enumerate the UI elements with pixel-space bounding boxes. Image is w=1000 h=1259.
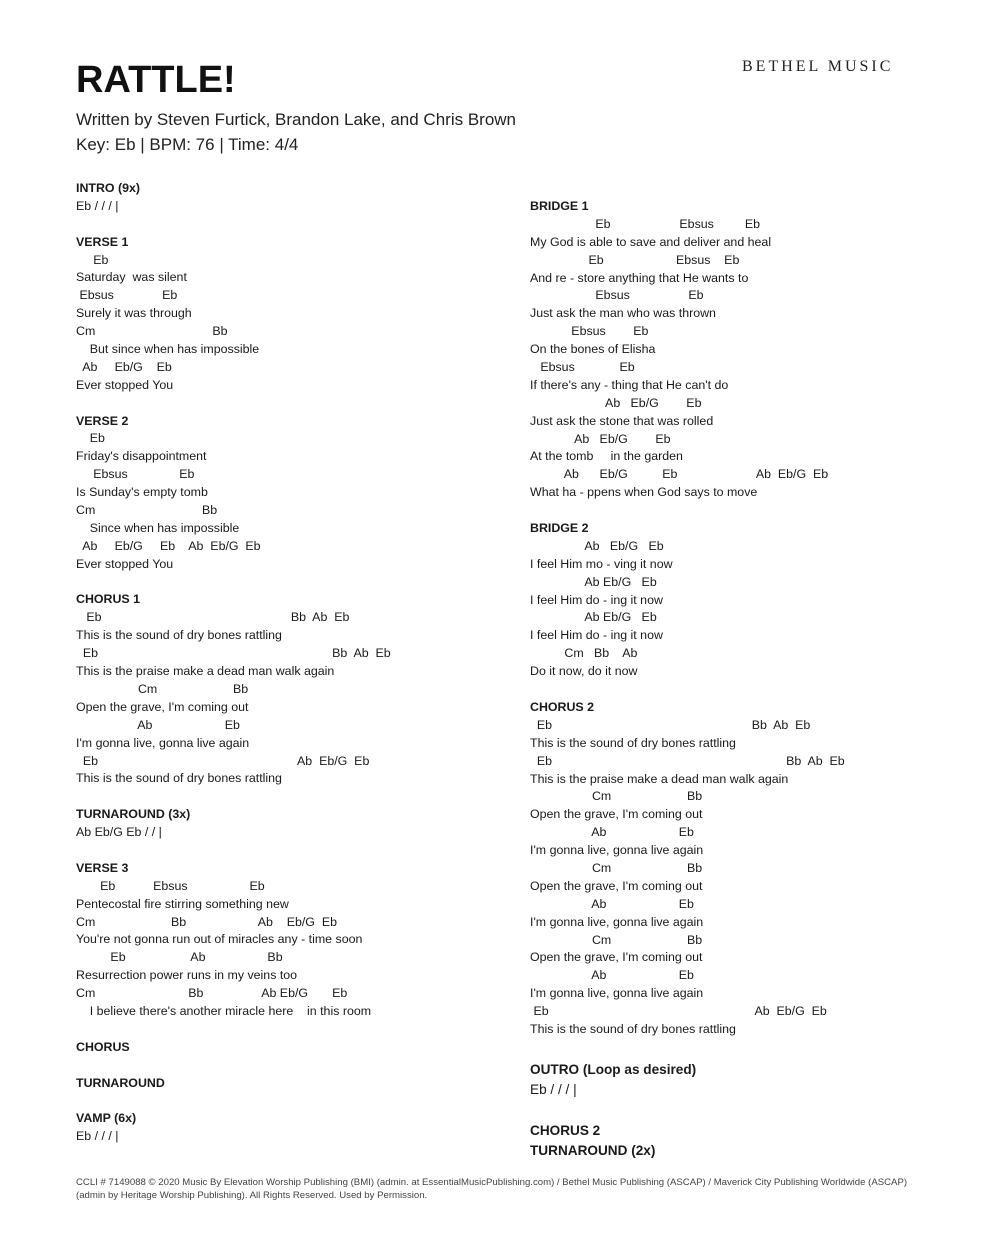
chord-line: Eb Ebsus Eb xyxy=(530,216,760,231)
outro-section xyxy=(530,1060,970,1101)
lyric-line: Friday's disappointment xyxy=(76,449,207,464)
chord-line: Ab Eb/G Eb xyxy=(530,395,702,410)
chord-line: Cm Bb xyxy=(530,860,703,875)
lyric-line: Pentecostal fire stirring something new xyxy=(76,896,289,911)
chord-line: Eb Ab Bb xyxy=(76,950,283,965)
section-title: TURNAROUND xyxy=(76,1075,165,1090)
outro-line: Eb / / / | xyxy=(530,1082,577,1098)
song-section xyxy=(76,1110,516,1146)
right-column xyxy=(530,198,970,1180)
lyric-line: What ha - ppens when God says to move xyxy=(530,485,758,500)
song-section xyxy=(530,520,970,681)
lyric-line: I believe there's another miracle here in this room xyxy=(76,1003,372,1018)
lyric-line: Just ask the stone that was rolled xyxy=(530,413,714,428)
section-title: VAMP (6x) xyxy=(76,1111,137,1126)
chord-line: Ebsus Eb xyxy=(76,288,178,303)
chord-line: Cm Bb Ab Eb/G Eb xyxy=(76,986,348,1001)
lyric-line: Just ask the man who was thrown xyxy=(530,306,716,321)
chord-line: Cm Bb xyxy=(530,932,703,947)
chord-line: Ab Eb/G Eb xyxy=(530,574,657,589)
chord-line: Cm Bb xyxy=(76,503,218,518)
chord-line: Ebsus Eb xyxy=(76,467,195,482)
ending-line-1: CHORUS 2 xyxy=(530,1122,601,1138)
lyric-line: Open the grave, I'm coming out xyxy=(530,878,703,893)
song-section xyxy=(76,1075,516,1093)
chord-line: Ab Eb xyxy=(76,717,240,732)
song-section xyxy=(76,180,516,216)
chord-line: Ab Eb/G Eb xyxy=(530,431,671,446)
lyric-line: Resurrection power runs in my veins too xyxy=(76,968,298,983)
chord-line: Ebsus Eb xyxy=(530,324,649,339)
song-section xyxy=(530,198,970,502)
chord-line: Eb xyxy=(76,252,109,267)
lyric-line: This is the sound of dry bones rattling xyxy=(76,628,282,643)
right-sections xyxy=(530,198,970,1039)
song-section xyxy=(76,860,516,1021)
section-title: BRIDGE 1 xyxy=(530,199,589,213)
lyric-line: If there's any - thing that He can't do xyxy=(530,377,729,392)
chord-line: Ab Eb xyxy=(530,825,694,840)
chord-line: Eb / / / | xyxy=(76,198,119,213)
chord-line: Eb Ebsus Eb xyxy=(76,878,265,893)
chord-line: Ebsus Eb xyxy=(530,360,635,375)
brand-logo-text: BETHEL MUSIC xyxy=(742,58,894,75)
section-title: VERSE 1 xyxy=(76,234,129,249)
lyric-line: Open the grave, I'm coming out xyxy=(530,950,703,965)
lyric-line: This is the praise make a dead man walk again xyxy=(530,771,789,786)
section-title: BRIDGE 2 xyxy=(530,521,589,536)
chord-line: Cm Bb xyxy=(76,324,228,339)
lyric-line: I feel Him do - ing it now xyxy=(530,628,663,643)
chord-line: Cm Bb Ab xyxy=(530,646,638,661)
section-title: CHORUS xyxy=(76,1039,130,1054)
chord-line: Eb Ebsus Eb xyxy=(530,252,740,267)
lyric-line: This is the praise make a dead man walk again xyxy=(76,664,335,679)
song-section xyxy=(530,699,970,1039)
song-title: RATTLE! xyxy=(76,59,236,101)
chord-line: Eb Bb Ab Eb xyxy=(530,753,845,768)
lyric-line: On the bones of Elisha xyxy=(530,342,656,357)
chord-line: Eb Bb Ab Eb xyxy=(530,717,811,732)
lyric-line: I'm gonna live, gonna live again xyxy=(530,843,704,858)
chord-line: Ab Eb/G Eb / / | xyxy=(76,825,162,840)
copyright-footer: CCLI # 7149088 © 2020 Music By Elevation Worship Publishing (BMI) (admin. at EssentialMusicPublishing.com) / Bethel Music Publishing (ASCAP) / Maverick City Publishing Worldwide (ASCAP) (admin by Heritage Worship Publishing). All Rights Reserved. Used by Permission. xyxy=(76,1177,908,1201)
song-section xyxy=(76,591,516,788)
left-column xyxy=(76,180,516,1164)
song-section xyxy=(76,806,516,842)
chord-line: Ab Eb/G Eb xyxy=(530,538,664,553)
section-title: CHORUS 1 xyxy=(76,592,141,607)
lyric-line: Since when has impossible xyxy=(76,520,240,535)
chord-line: Ab Eb/G Eb Ab Eb/G Eb xyxy=(530,467,829,482)
chord-line: Ab Eb/G Eb xyxy=(76,359,172,374)
lyric-line: At the tomb in the garden xyxy=(530,449,683,464)
chord-line: Ab Eb/G Eb Ab Eb/G Eb xyxy=(76,538,261,553)
chord-line: Ab Eb xyxy=(530,968,694,983)
song-writers: Written by Steven Furtick, Brandon Lake, and Chris Brown xyxy=(76,110,516,129)
section-title: CHORUS 2 xyxy=(530,699,595,714)
chord-line: Eb Ab Eb/G Eb xyxy=(76,753,370,768)
section-title: TURNAROUND (3x) xyxy=(76,807,191,822)
song-section xyxy=(76,413,516,574)
lyric-line: I feel Him do - ing it now xyxy=(530,592,663,607)
lyric-line: I'm gonna live, gonna live again xyxy=(530,914,704,929)
lyric-line: This is the sound of dry bones rattling xyxy=(530,1021,736,1036)
song-section xyxy=(76,234,516,395)
chord-line: Cm Bb xyxy=(530,789,703,804)
song-section xyxy=(76,1039,516,1057)
chord-line: Eb Ab Eb/G Eb xyxy=(530,1004,827,1019)
lyric-line: Open the grave, I'm coming out xyxy=(530,807,703,822)
chord-line: Eb / / / | xyxy=(76,1129,119,1144)
chord-line: Cm Bb xyxy=(76,681,249,696)
lyric-line: Is Sunday's empty tomb xyxy=(76,485,208,500)
lyric-line: I'm gonna live, gonna live again xyxy=(76,735,250,750)
lyric-line: Surely it was through xyxy=(76,306,192,321)
lyric-line: I feel Him mo - ving it now xyxy=(530,556,673,571)
song-meta: Key: Eb | BPM: 76 | Time: 4/4 xyxy=(76,135,299,154)
outro-title: OUTRO (Loop as desired) xyxy=(530,1061,697,1077)
lyric-line: You're not gonna run out of miracles any - time soon xyxy=(76,932,363,947)
lyric-line: Open the grave, I'm coming out xyxy=(76,699,249,714)
chord-line: Ab Eb xyxy=(530,896,694,911)
section-title: INTRO (9x) xyxy=(76,181,141,195)
lyric-line: Saturday was silent xyxy=(76,270,187,285)
lyric-line: Ever stopped You xyxy=(76,377,174,392)
lyric-line: And re - store anything that He wants to xyxy=(530,270,749,285)
chord-line: Eb Bb Ab Eb xyxy=(76,610,350,625)
lyric-line: My God is able to save and deliver and heal xyxy=(530,234,772,249)
section-title: VERSE 3 xyxy=(76,860,129,875)
lyric-line: I'm gonna live, gonna live again xyxy=(530,986,704,1001)
chord-line: Eb xyxy=(76,431,105,446)
lyric-line: But since when has impossible xyxy=(76,342,260,357)
chord-line: Eb Bb Ab Eb xyxy=(76,646,391,661)
section-title: VERSE 2 xyxy=(76,413,129,428)
chord-line: Ebsus Eb xyxy=(530,288,704,303)
chord-line: Cm Bb Ab Eb/G Eb xyxy=(76,914,337,929)
lyric-line: Ever stopped You xyxy=(76,556,174,571)
chord-line: Ab Eb/G Eb xyxy=(530,610,657,625)
ending-line-2: TURNAROUND (2x) xyxy=(530,1143,656,1159)
lyric-line: This is the sound of dry bones rattling xyxy=(76,771,282,786)
lyric-line: Do it now, do it now xyxy=(530,664,638,679)
ending-section xyxy=(530,1121,970,1162)
lyric-line: This is the sound of dry bones rattling xyxy=(530,735,736,750)
